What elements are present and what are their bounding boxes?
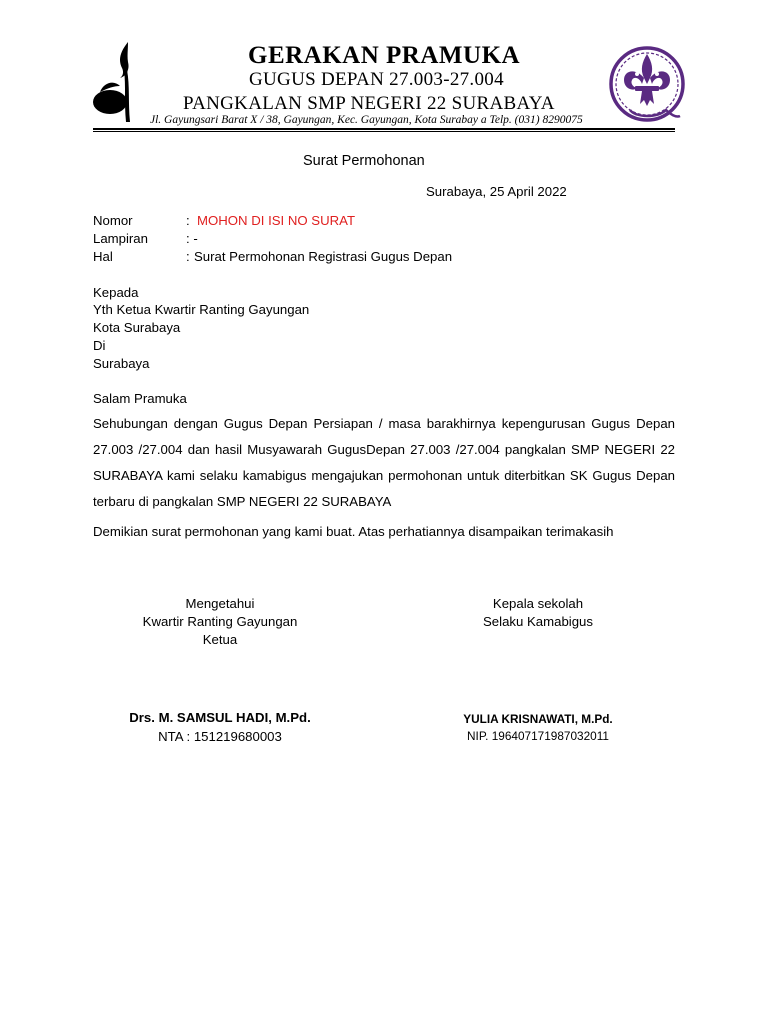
- sig-left-line: Ketua: [202, 632, 238, 647]
- field-label-nomor: Nomor: [93, 213, 133, 228]
- body-paragraph: Sehubungan dengan Gugus Depan Persiapan / masa barakhirnya kepengurusan Gugus Depan 27.003 /27.004 dan hasil Musyawarah GugusDepan 27.003 /27.004 pangkalan SMP NEGERI 22 SURABAYA kami selaku kamabigus mengajukan permohonan untuk diterbitkan SK Gugus Depan terbaru di pangkalan SMP NEGERI 22 SURABAYA: [93, 416, 675, 509]
- field-sep-lampiran: : -: [186, 231, 198, 246]
- field-value-nomor: MOHON DI ISI NO SURAT: [197, 213, 356, 228]
- tunas-kelapa-logo: [90, 42, 146, 124]
- sig-left-line: Mengetahui: [185, 596, 255, 611]
- recipient-line: Kepada: [93, 285, 139, 300]
- letter-date: Surabaya, 25 April 2022: [426, 184, 567, 199]
- greeting: Salam Pramuka: [93, 391, 187, 406]
- sig-right-id: NIP. 196407171987032011: [467, 729, 609, 743]
- scout-fleur-de-lis-emblem: [606, 44, 690, 128]
- sig-right-line: Kepala sekolah: [492, 596, 584, 611]
- closing-line: Demikian surat permohonan yang kami buat. Atas perhatiannya disampaikan terimakasih: [93, 524, 614, 539]
- pangkalan-name: PANGKALAN SMP NEGERI 22 SURABAYA: [183, 93, 555, 114]
- address-line: Jl. Gayungsari Barat X / 38, Gayungan, Kec. Gayungan, Kota Surabay a Telp. (031) 8290075: [150, 114, 583, 126]
- sig-right-line: Selaku Kamabigus: [483, 614, 593, 629]
- field-value-hal: Surat Permohonan Registrasi Gugus Depan: [194, 249, 453, 264]
- gugus-number: GUGUS DEPAN 27.003-27.004: [249, 69, 504, 90]
- letterhead-rule-thin: [93, 131, 675, 132]
- field-label-lampiran: Lampiran: [93, 231, 148, 246]
- field-sep-nomor: :: [186, 213, 190, 228]
- recipient-line: Yth Ketua Kwartir Ranting Gayungan: [93, 302, 310, 317]
- recipient-line: Di: [93, 338, 106, 353]
- sig-left-line: Kwartir Ranting Gayungan: [142, 614, 298, 629]
- recipient-line: Kota Surabaya: [93, 320, 181, 335]
- org-title: GERAKAN PRAMUKA: [248, 42, 521, 69]
- letter-title: Surat Permohonan: [303, 153, 425, 169]
- sig-left-id: NTA : 151219680003: [158, 729, 282, 744]
- sig-left-name: Drs. M. SAMSUL HADI, M.Pd.: [129, 710, 311, 725]
- recipient-line: Surabaya: [93, 356, 150, 371]
- sig-right-name: YULIA KRISNAWATI, M.Pd.: [463, 712, 613, 726]
- field-sep-hal: :: [186, 249, 190, 264]
- letterhead-rule-thick: [93, 128, 675, 130]
- field-label-hal: Hal: [93, 249, 113, 264]
